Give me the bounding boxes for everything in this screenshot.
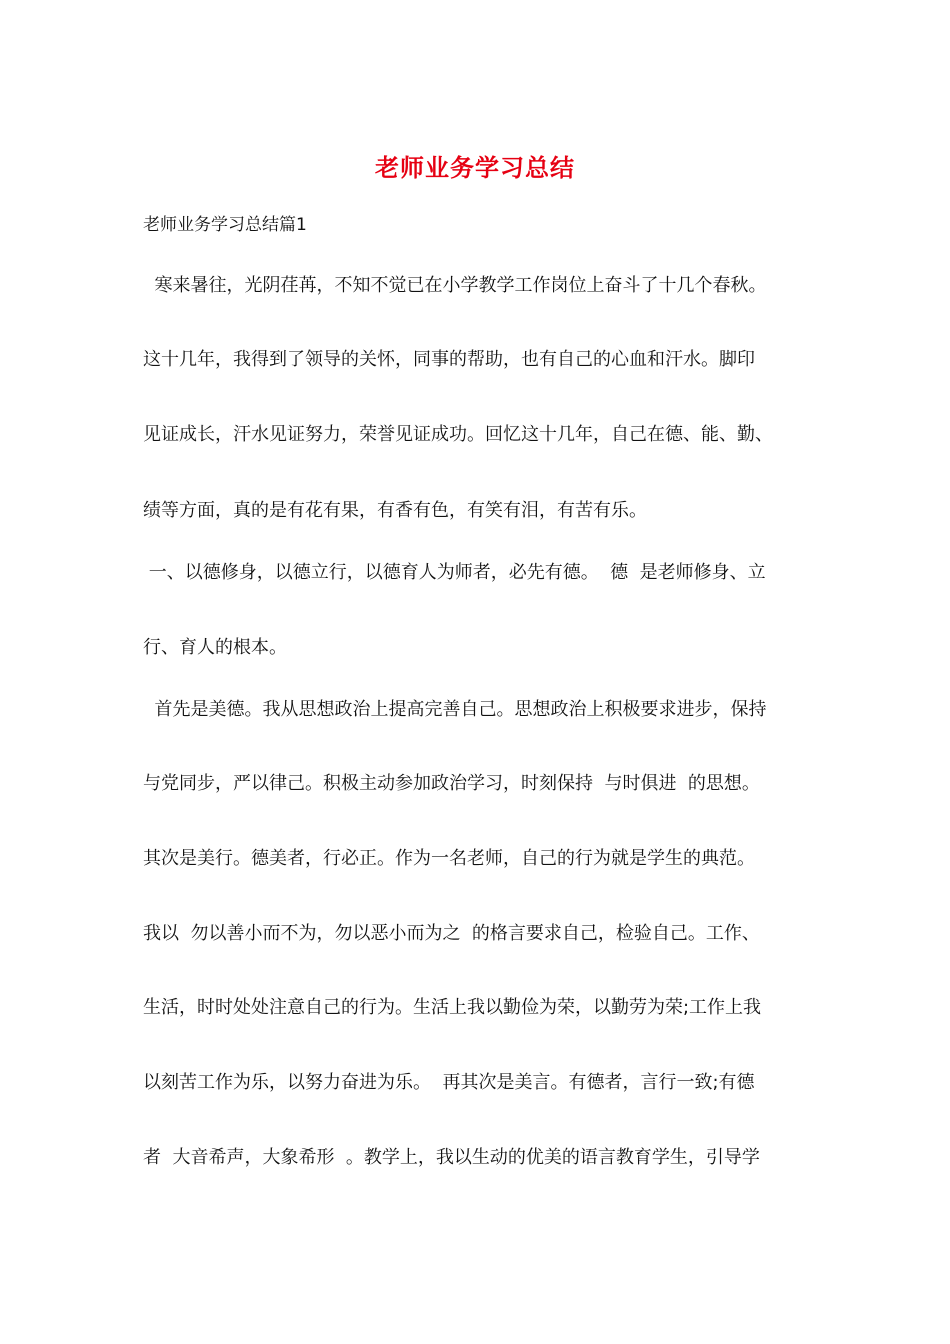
paragraph-line-2: 这十几年，我得到了领导的关怀，同事的帮助，也有自己的心血和汗水。脚印 (143, 349, 755, 370)
document-subtitle: 老师业务学习总结篇1 (143, 215, 307, 235)
paragraph-line-4: 绩等方面，真的是有花有果，有香有色，有笑有泪，有苦有乐。 (143, 500, 647, 521)
paragraph-line-9: 其次是美行。德美者，行必正。作为一名老师，自己的行为就是学生的典范。 (143, 848, 755, 869)
paragraph-line-3: 见证成长，汗水见证努力，荣誉见证成功。回忆这十几年，自己在德、能、勤、 (143, 424, 773, 445)
document-title: 老师业务学习总结 (375, 153, 575, 182)
paragraph-line-6: 行、育人的根本。 (143, 637, 287, 658)
paragraph-line-1: 寒来暑往，光阴荏苒，不知不觉已在小学教学工作岗位上奋斗了十几个春秋。 (143, 275, 767, 296)
paragraph-line-10: 我以 勿以善小而不为，勿以恶小而为之 的格言要求自己，检验自己。工作、 (143, 923, 760, 944)
paragraph-line-12: 以刻苦工作为乐，以努力奋进为乐。 再其次是美言。有德者，言行一致;有德 (143, 1072, 755, 1093)
paragraph-line-7: 首先是美德。我从思想政治上提高完善自己。思想政治上积极要求进步，保持 (143, 699, 767, 720)
paragraph-line-8: 与党同步，严以律己。积极主动参加政治学习，时刻保持 与时俱进 的思想。 (143, 773, 760, 794)
paragraph-line-13: 者 大音希声，大象希形 。教学上，我以生动的优美的语言教育学生，引导学 (143, 1147, 760, 1168)
paragraph-line-5: 一、以德修身，以德立行，以德育人为师者，必先有德。 德 是老师修身、立 (143, 562, 766, 583)
paragraph-line-11: 生活，时时处处注意自己的行为。生活上我以勤俭为荣，以勤劳为荣;工作上我 (143, 997, 762, 1018)
